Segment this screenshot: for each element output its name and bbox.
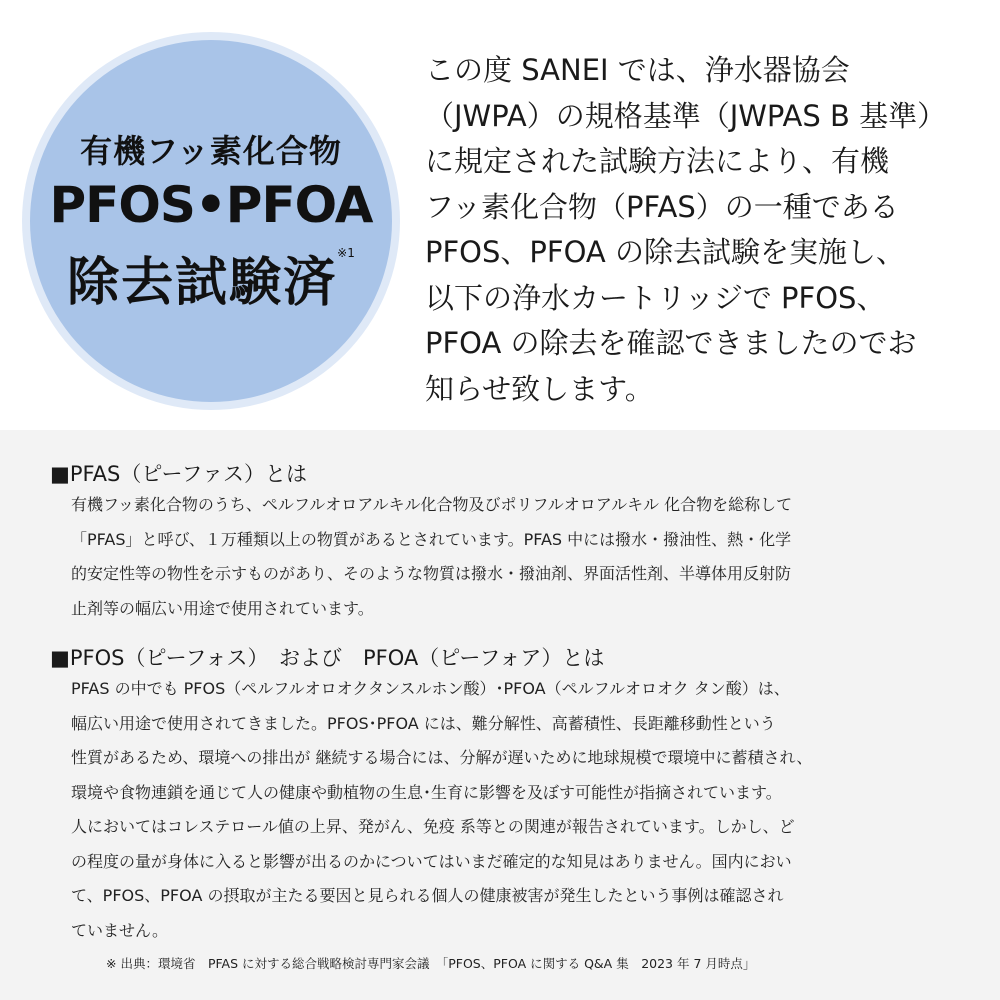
intro-line: フッ素化合物（PFAS）の一種である xyxy=(425,189,899,224)
intro-line: に規定された試験方法により、有機 xyxy=(425,144,890,178)
intro-line: この度 SANEI では、浄水器協会 xyxy=(425,53,850,87)
pfas-section-title: ■PFAS（ピーファス）とは xyxy=(50,462,308,486)
pfos-pfoa-body-line: 環境や食物連鎖を通じて人の健康や動植物の生息･生育に影響を及ぼす可能性が指摘されています。 xyxy=(71,782,782,802)
badge-substance-text: PFOS•PFOA xyxy=(49,176,373,234)
badge-status-label: 除去試験済 xyxy=(67,253,338,313)
pfos-pfoa-body-line: の程度の量が身体に入ると影響が出るのかについてはいまだ確定的な知見はありません。国内におい xyxy=(71,851,792,871)
intro-line: （JWPA）の規格基準（JWPAS B 基準） xyxy=(425,98,947,133)
top-panel xyxy=(0,0,1000,430)
intro-line: PFOA の除去を確認できましたのでお xyxy=(425,326,917,360)
intro-line: 知らせ致します。 xyxy=(425,371,654,406)
badge-footnote-mark: ※1 xyxy=(337,246,355,260)
pfos-pfoa-body-line: 人においてはコレステロール値の上昇、発がん、免疫 系等との関連が報告されています。しかし、ど xyxy=(71,817,795,836)
source-footnote: ※ 出典：環境省 PFAS に対する総合戦略検討専門家会議 「PFOS、PFOA に関する Q&A 集 2023 年 7 月時点」 xyxy=(106,956,756,971)
pfos-pfoa-body-line: PFAS の中でも PFOS（ペルフルオロオクタンスルホン酸）･PFOA（ペルフルオロオク タン酸）は、 xyxy=(71,679,790,698)
intro-line: 以下の浄水カートリッジで PFOS、 xyxy=(425,280,886,315)
pfos-pfoa-body-line: ていません。 xyxy=(71,920,168,940)
pfas-body-line: 「PFAS」と呼び、１万種類以上の物質があるとされています。PFAS 中には撥水・撥油性、熱・化学 xyxy=(71,529,792,549)
pfas-body-line: 有機フッ素化合物のうち、ペルフルオロアルキル化合物及びポリフルオロアルキル 化合物を総称して xyxy=(71,495,793,514)
pfos-pfoa-body-line: て、PFOS、PFOA の摂取が主たる要因と見られる個人の健康被害が発生したという事例は確認され xyxy=(71,886,784,905)
pfos-pfoa-section-title: ■PFOS（ピーフォス） および PFOA（ピーフォア）とは xyxy=(50,646,605,670)
badge-status-text xyxy=(0,240,422,315)
pfas-body-line: 的安定性等の物性を示すものがあり、そのような物質は撥水・撥油剤、界面活性剤、半導体用反射防 xyxy=(71,564,792,583)
intro-paragraph xyxy=(425,48,985,412)
intro-line: PFOS、PFOA の除去試験を実施し、 xyxy=(425,235,905,269)
badge-category-text: 有機フッ素化合物 xyxy=(80,132,342,170)
pfas-section-body xyxy=(71,488,951,626)
pfas-body-line: 止剤等の幅広い用途で使用されています。 xyxy=(71,598,374,618)
pfos-pfoa-section-body xyxy=(71,672,951,948)
pfos-pfoa-body-line: 性質があるため、環境への排出が 継続する場合には、分解が遅いために地球規模で環境中に蓄積され、 xyxy=(71,748,813,767)
pfos-pfoa-body-line: 幅広い用途で使用されてきました。PFOS･PFOA には、難分解性、高蓄積性、長距離移動性という xyxy=(71,713,776,733)
info-panel xyxy=(0,430,1000,1000)
